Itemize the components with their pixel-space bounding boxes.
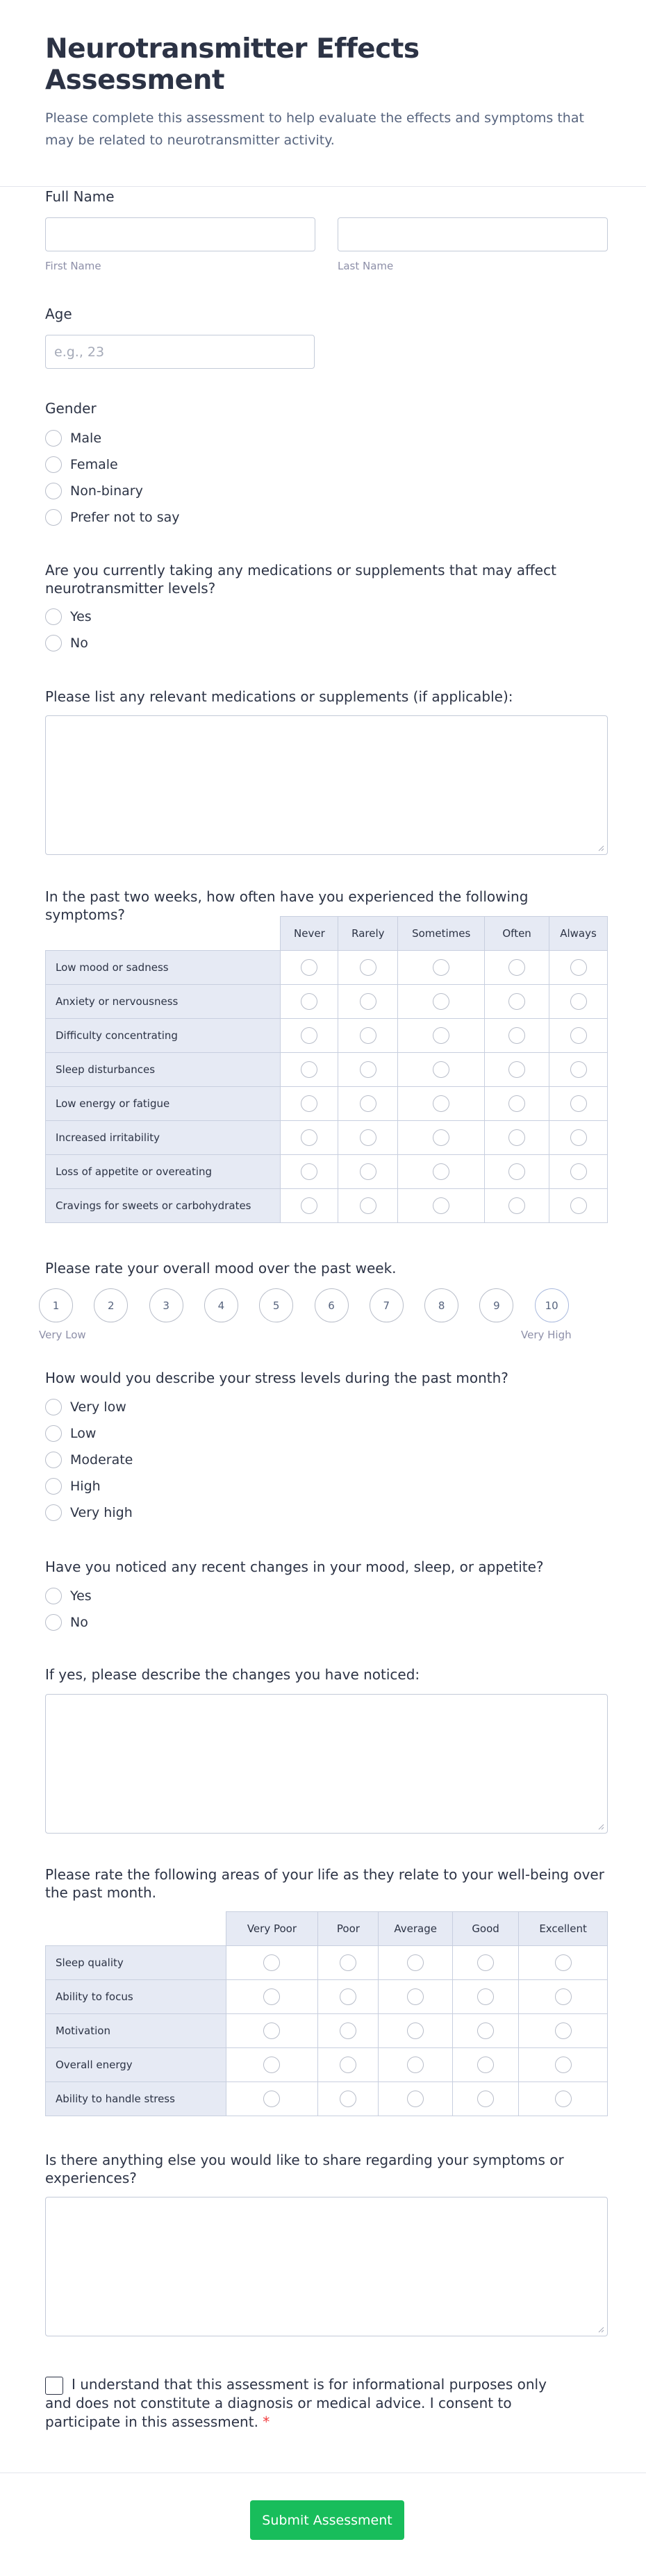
matrix-row bbox=[46, 1053, 608, 1087]
matrix-row-label: Difficulty concentrating bbox=[46, 1019, 281, 1053]
matrix-radio[interactable] bbox=[433, 1095, 449, 1112]
mood-low-caption: Very Low bbox=[39, 1329, 86, 1341]
form-description: Please complete this assessment to help evaluate the effects and symptoms that may be related to neurotransmitter activity. bbox=[45, 110, 584, 148]
matrix-cell bbox=[549, 1019, 608, 1053]
radio-label: Low bbox=[70, 1426, 97, 1441]
matrix-cell bbox=[281, 1019, 338, 1053]
submit-button[interactable]: Submit Assessment bbox=[250, 2500, 404, 2540]
matrix-column-header: Often bbox=[485, 917, 549, 951]
mood-scale-option[interactable]: 7 bbox=[370, 1288, 404, 1322]
last-name-sublabel: Last Name bbox=[338, 260, 394, 272]
matrix-cell bbox=[379, 2082, 452, 2116]
resize-grip-icon[interactable] bbox=[597, 2326, 604, 2333]
matrix-radio[interactable] bbox=[508, 1129, 525, 1146]
matrix-radio[interactable] bbox=[360, 1129, 376, 1146]
matrix-radio[interactable] bbox=[263, 2091, 280, 2107]
matrix-cell bbox=[226, 1946, 318, 1980]
matrix-row-label: Increased irritability bbox=[46, 1121, 281, 1155]
matrix-cell bbox=[318, 1946, 379, 1980]
matrix-header-row bbox=[46, 917, 608, 951]
matrix-radio[interactable] bbox=[477, 1988, 494, 2005]
age-label: Age bbox=[45, 306, 72, 322]
changes-field bbox=[45, 1558, 608, 1641]
matrix-row-label: Loss of appetite or overeating bbox=[46, 1155, 281, 1189]
consent-text bbox=[45, 2375, 566, 2432]
age-placeholder: e.g., 23 bbox=[54, 344, 105, 360]
mood-scale-option[interactable]: 3 bbox=[149, 1288, 183, 1322]
matrix-column-header: Sometimes bbox=[398, 917, 485, 951]
gender-option-nonbinary[interactable] bbox=[45, 481, 143, 501]
medications-option-yes[interactable] bbox=[45, 606, 92, 627]
matrix-radio[interactable] bbox=[570, 1061, 587, 1078]
matrix-radio[interactable] bbox=[433, 1061, 449, 1078]
matrix-radio[interactable] bbox=[433, 993, 449, 1010]
matrix-radio[interactable] bbox=[433, 1129, 449, 1146]
matrix-cell bbox=[318, 1980, 379, 2014]
matrix-radio[interactable] bbox=[570, 959, 587, 976]
matrix-radio[interactable] bbox=[360, 1027, 376, 1044]
radio-circle[interactable] bbox=[45, 635, 62, 651]
matrix-cell bbox=[281, 951, 338, 985]
matrix-row bbox=[46, 1087, 608, 1121]
matrix-cell bbox=[485, 1155, 549, 1189]
stress-option-moderate[interactable] bbox=[45, 1449, 133, 1470]
radio-label: Very high bbox=[70, 1505, 133, 1520]
matrix-cell bbox=[226, 2014, 318, 2048]
matrix-radio[interactable] bbox=[340, 2022, 356, 2039]
matrix-cell bbox=[398, 1087, 485, 1121]
first-name-sublabel: First Name bbox=[45, 260, 101, 272]
radio-label: Prefer not to say bbox=[70, 510, 180, 525]
additional-info-field bbox=[45, 2151, 608, 2338]
matrix-radio[interactable] bbox=[263, 2022, 280, 2039]
form-title: Neurotransmitter Effects Assessment bbox=[45, 33, 420, 96]
radio-circle[interactable] bbox=[45, 1425, 62, 1442]
matrix-column-header: Poor bbox=[318, 1912, 379, 1946]
matrix-row-label: Overall energy bbox=[46, 2048, 226, 2082]
matrix-cell bbox=[549, 1155, 608, 1189]
matrix-radio[interactable] bbox=[301, 1061, 317, 1078]
matrix-cell bbox=[318, 2014, 379, 2048]
matrix-cell bbox=[338, 1019, 398, 1053]
radio-circle[interactable] bbox=[45, 1478, 62, 1495]
stress-field bbox=[45, 1369, 608, 1529]
radio-label: Female bbox=[70, 457, 118, 472]
wellbeing-label: Please rate the following areas of your life as they relate to your well-being over the past month. bbox=[45, 1866, 604, 1901]
matrix-radio[interactable] bbox=[340, 2056, 356, 2073]
matrix-radio[interactable] bbox=[477, 2091, 494, 2107]
stress-label: How would you describe your stress levels during the past month? bbox=[45, 1370, 508, 1386]
matrix-radio[interactable] bbox=[360, 1197, 376, 1214]
matrix-cell bbox=[549, 951, 608, 985]
matrix-cell bbox=[398, 1121, 485, 1155]
matrix-row bbox=[46, 1155, 608, 1189]
resize-grip-icon[interactable] bbox=[597, 1823, 604, 1830]
changes-description-field bbox=[45, 1665, 608, 1836]
matrix-radio[interactable] bbox=[555, 2022, 572, 2039]
matrix-row-label: Sleep quality bbox=[46, 1946, 226, 1980]
matrix-cell bbox=[226, 1980, 318, 2014]
stress-option-very-low[interactable] bbox=[45, 1397, 126, 1418]
matrix-radio[interactable] bbox=[570, 1095, 587, 1112]
matrix-cell bbox=[519, 2048, 608, 2082]
matrix-radio[interactable] bbox=[360, 993, 376, 1010]
symptoms-label: In the past two weeks, how often have you experienced the following symptoms? bbox=[45, 888, 529, 923]
radio-circle[interactable] bbox=[45, 1588, 62, 1604]
matrix-radio[interactable] bbox=[301, 1027, 317, 1044]
matrix-radio[interactable] bbox=[433, 1027, 449, 1044]
last-name-input[interactable] bbox=[338, 217, 608, 251]
matrix-radio[interactable] bbox=[508, 1061, 525, 1078]
radio-circle[interactable] bbox=[45, 1614, 62, 1631]
full-name-label: Full Name bbox=[45, 188, 115, 205]
matrix-cell bbox=[452, 1946, 518, 1980]
radio-circle[interactable] bbox=[45, 1399, 62, 1415]
matrix-radio[interactable] bbox=[433, 1163, 449, 1180]
matrix-cell bbox=[338, 1087, 398, 1121]
matrix-cell bbox=[485, 985, 549, 1019]
matrix-row bbox=[46, 1189, 608, 1223]
matrix-row bbox=[46, 1946, 608, 1980]
radio-label: High bbox=[70, 1479, 101, 1494]
matrix-cell bbox=[281, 1121, 338, 1155]
wellbeing-matrix bbox=[45, 1911, 608, 2116]
matrix-cell bbox=[519, 2082, 608, 2116]
matrix-cell bbox=[519, 1980, 608, 2014]
matrix-cell bbox=[549, 1087, 608, 1121]
required-mark: * bbox=[263, 2413, 270, 2430]
matrix-radio[interactable] bbox=[301, 1129, 317, 1146]
matrix-radio[interactable] bbox=[263, 1988, 280, 2005]
matrix-radio[interactable] bbox=[301, 959, 317, 976]
matrix-radio[interactable] bbox=[433, 1197, 449, 1214]
matrix-radio[interactable] bbox=[301, 993, 317, 1010]
symptoms-matrix-field bbox=[45, 888, 608, 1235]
matrix-cell bbox=[549, 1121, 608, 1155]
matrix-radio[interactable] bbox=[477, 1954, 494, 1971]
matrix-cell bbox=[452, 1980, 518, 2014]
matrix-cell bbox=[281, 1087, 338, 1121]
mood-scale-option[interactable]: 8 bbox=[424, 1288, 458, 1322]
medications-label: Are you currently taking any medications or supplements that may affect neurotransmitter levels? bbox=[45, 562, 556, 597]
matrix-radio[interactable] bbox=[340, 1954, 356, 1971]
matrix-cell bbox=[226, 2082, 318, 2116]
matrix-radio[interactable] bbox=[508, 959, 525, 976]
gender-option-female[interactable] bbox=[45, 454, 118, 475]
matrix-cell bbox=[398, 985, 485, 1019]
matrix-radio[interactable] bbox=[301, 1163, 317, 1180]
matrix-cell bbox=[452, 2048, 518, 2082]
matrix-row-label: Cravings for sweets or carbohydrates bbox=[46, 1189, 281, 1223]
changes-label: Have you noticed any recent changes in your mood, sleep, or appetite? bbox=[45, 1559, 544, 1575]
matrix-cell bbox=[281, 985, 338, 1019]
wellbeing-matrix-field bbox=[45, 1865, 608, 2129]
matrix-radio[interactable] bbox=[508, 993, 525, 1010]
changes-description-label: If yes, please describe the changes you have noticed: bbox=[45, 1666, 420, 1683]
matrix-cell bbox=[485, 1121, 549, 1155]
mood-scale bbox=[39, 1288, 602, 1344]
stress-option-very-high[interactable] bbox=[45, 1502, 133, 1523]
matrix-radio[interactable] bbox=[263, 2056, 280, 2073]
matrix-cell bbox=[398, 951, 485, 985]
matrix-cell bbox=[281, 1053, 338, 1087]
matrix-cell bbox=[398, 1053, 485, 1087]
mood-high-caption: Very High bbox=[521, 1329, 572, 1341]
consent-label: I understand that this assessment is for informational purposes only and does not constitute a diagnosis or medical advice. I consent to participate in this assessment. bbox=[45, 2376, 547, 2430]
radio-label: Yes bbox=[70, 1588, 92, 1604]
matrix-cell bbox=[318, 2082, 379, 2116]
mood-scale-option[interactable]: 1 bbox=[39, 1288, 73, 1322]
matrix-cell bbox=[549, 1189, 608, 1223]
radio-circle[interactable] bbox=[45, 456, 62, 473]
matrix-radio[interactable] bbox=[570, 1129, 587, 1146]
mood-scale-option[interactable]: 2 bbox=[94, 1288, 128, 1322]
first-name-input[interactable] bbox=[45, 217, 315, 251]
matrix-row bbox=[46, 985, 608, 1019]
mood-scale-field bbox=[39, 1259, 608, 1343]
matrix-row bbox=[46, 1019, 608, 1053]
matrix-cell bbox=[379, 1980, 452, 2014]
mood-scale-option[interactable]: 6 bbox=[315, 1288, 349, 1322]
mood-scale-option[interactable]: 4 bbox=[204, 1288, 238, 1322]
matrix-cell bbox=[281, 1189, 338, 1223]
matrix-cell bbox=[485, 951, 549, 985]
matrix-cell bbox=[485, 1189, 549, 1223]
age-input[interactable] bbox=[45, 335, 315, 369]
mood-scale-option[interactable]: 5 bbox=[259, 1288, 293, 1322]
matrix-radio[interactable] bbox=[360, 1061, 376, 1078]
radio-circle[interactable] bbox=[45, 483, 62, 499]
gender-option-prefer-not[interactable] bbox=[45, 507, 180, 528]
matrix-cell bbox=[398, 1019, 485, 1053]
matrix-row-label: Low energy or fatigue bbox=[46, 1087, 281, 1121]
matrix-row-label: Ability to focus bbox=[46, 1980, 226, 2014]
matrix-row bbox=[46, 951, 608, 985]
radio-label: Yes bbox=[70, 609, 92, 624]
matrix-row bbox=[46, 2014, 608, 2048]
radio-label: No bbox=[70, 1615, 88, 1630]
radio-circle[interactable] bbox=[45, 1452, 62, 1468]
matrix-radio[interactable] bbox=[340, 1988, 356, 2005]
additional-info-label: Is there anything else you would like to share regarding your symptoms or experiences? bbox=[45, 2152, 564, 2186]
matrix-cell bbox=[379, 2014, 452, 2048]
matrix-cell bbox=[398, 1189, 485, 1223]
matrix-column-header: Rarely bbox=[338, 917, 398, 951]
matrix-radio[interactable] bbox=[570, 993, 587, 1010]
radio-label: Moderate bbox=[70, 1452, 133, 1468]
medication-list-label: Please list any relevant medications or supplements (if applicable): bbox=[45, 688, 513, 705]
matrix-column-header: Never bbox=[281, 917, 338, 951]
matrix-cell bbox=[338, 1155, 398, 1189]
matrix-cell bbox=[519, 2014, 608, 2048]
matrix-radio[interactable] bbox=[263, 1954, 280, 1971]
matrix-column-header: Average bbox=[379, 1912, 452, 1946]
matrix-row-label: Anxiety or nervousness bbox=[46, 985, 281, 1019]
radio-label: Very low bbox=[70, 1399, 126, 1415]
matrix-row bbox=[46, 2082, 608, 2116]
matrix-cell bbox=[452, 2082, 518, 2116]
matrix-cell bbox=[485, 1053, 549, 1087]
mood-label: Please rate your overall mood over the past week. bbox=[45, 1260, 397, 1277]
changes-option-yes[interactable] bbox=[45, 1586, 92, 1606]
matrix-radio[interactable] bbox=[508, 1197, 525, 1214]
matrix-radio[interactable] bbox=[301, 1095, 317, 1112]
matrix-radio[interactable] bbox=[407, 1988, 424, 2005]
matrix-cell bbox=[485, 1087, 549, 1121]
matrix-radio[interactable] bbox=[508, 1163, 525, 1180]
matrix-radio[interactable] bbox=[407, 1954, 424, 1971]
medications-option-no[interactable] bbox=[45, 633, 88, 654]
matrix-cell bbox=[338, 1189, 398, 1223]
matrix-radio[interactable] bbox=[407, 2022, 424, 2039]
gender-field bbox=[45, 399, 608, 531]
radio-label: No bbox=[70, 635, 88, 651]
matrix-cell bbox=[338, 985, 398, 1019]
matrix-radio[interactable] bbox=[360, 1095, 376, 1112]
matrix-corner bbox=[46, 917, 281, 951]
matrix-cell bbox=[485, 1019, 549, 1053]
matrix-cell bbox=[338, 951, 398, 985]
changes-option-no[interactable] bbox=[45, 1612, 88, 1633]
matrix-radio[interactable] bbox=[570, 1027, 587, 1044]
matrix-cell bbox=[338, 1053, 398, 1087]
matrix-row-label: Motivation bbox=[46, 2014, 226, 2048]
matrix-column-header: Very Poor bbox=[226, 1912, 318, 1946]
radio-label: Male bbox=[70, 431, 102, 446]
matrix-radio[interactable] bbox=[477, 2022, 494, 2039]
matrix-radio[interactable] bbox=[555, 1954, 572, 1971]
radio-circle[interactable] bbox=[45, 1504, 62, 1521]
matrix-row-label: Low mood or sadness bbox=[46, 951, 281, 985]
matrix-cell bbox=[379, 2048, 452, 2082]
full-name-field bbox=[45, 188, 608, 278]
matrix-radio[interactable] bbox=[407, 2091, 424, 2107]
additional-info-textarea[interactable] bbox=[45, 2197, 608, 2336]
matrix-radio[interactable] bbox=[407, 2056, 424, 2073]
matrix-cell bbox=[338, 1121, 398, 1155]
matrix-row-label: Sleep disturbances bbox=[46, 1053, 281, 1087]
matrix-radio[interactable] bbox=[477, 2056, 494, 2073]
radio-circle[interactable] bbox=[45, 509, 62, 526]
matrix-cell bbox=[549, 1053, 608, 1087]
gender-label: Gender bbox=[45, 400, 97, 417]
matrix-radio[interactable] bbox=[555, 1988, 572, 2005]
matrix-cell bbox=[519, 1946, 608, 1980]
matrix-radio[interactable] bbox=[570, 1197, 587, 1214]
form-header bbox=[0, 0, 646, 187]
medications-field bbox=[45, 561, 608, 658]
symptoms-matrix bbox=[45, 916, 608, 1223]
matrix-radio[interactable] bbox=[555, 2056, 572, 2073]
radio-label: Non-binary bbox=[70, 483, 143, 499]
matrix-radio[interactable] bbox=[360, 1163, 376, 1180]
mood-scale-option[interactable]: 9 bbox=[479, 1288, 513, 1322]
matrix-cell bbox=[549, 985, 608, 1019]
radio-circle[interactable] bbox=[45, 430, 62, 447]
gender-option-male[interactable] bbox=[45, 428, 101, 449]
medication-list-field bbox=[45, 688, 608, 858]
matrix-radio[interactable] bbox=[433, 959, 449, 976]
matrix-cell bbox=[398, 1155, 485, 1189]
matrix-radio[interactable] bbox=[508, 1027, 525, 1044]
matrix-column-header: Always bbox=[549, 917, 608, 951]
matrix-row bbox=[46, 1121, 608, 1155]
matrix-cell bbox=[379, 1946, 452, 1980]
matrix-row-label: Ability to handle stress bbox=[46, 2082, 226, 2116]
matrix-cell bbox=[318, 2048, 379, 2082]
matrix-radio[interactable] bbox=[301, 1197, 317, 1214]
matrix-cell bbox=[452, 2014, 518, 2048]
resize-grip-icon[interactable] bbox=[597, 845, 604, 851]
matrix-column-header: Good bbox=[452, 1912, 518, 1946]
changes-description-textarea[interactable] bbox=[45, 1694, 608, 1834]
matrix-radio[interactable] bbox=[508, 1095, 525, 1112]
matrix-radio[interactable] bbox=[555, 2091, 572, 2107]
matrix-column-header: Excellent bbox=[519, 1912, 608, 1946]
matrix-cell bbox=[226, 2048, 318, 2082]
matrix-radio[interactable] bbox=[340, 2091, 356, 2107]
stress-option-high[interactable] bbox=[45, 1476, 101, 1497]
radio-circle[interactable] bbox=[45, 608, 62, 625]
stress-option-low[interactable] bbox=[45, 1423, 96, 1444]
matrix-row bbox=[46, 2048, 608, 2082]
mood-scale-option[interactable]: 10 bbox=[535, 1288, 569, 1322]
matrix-header-row bbox=[46, 1912, 608, 1946]
matrix-corner bbox=[46, 1912, 226, 1946]
matrix-radio[interactable] bbox=[570, 1163, 587, 1180]
matrix-cell bbox=[281, 1155, 338, 1189]
medication-list-textarea[interactable] bbox=[45, 715, 608, 855]
matrix-row bbox=[46, 1980, 608, 2014]
matrix-radio[interactable] bbox=[360, 959, 376, 976]
age-field bbox=[45, 305, 608, 367]
